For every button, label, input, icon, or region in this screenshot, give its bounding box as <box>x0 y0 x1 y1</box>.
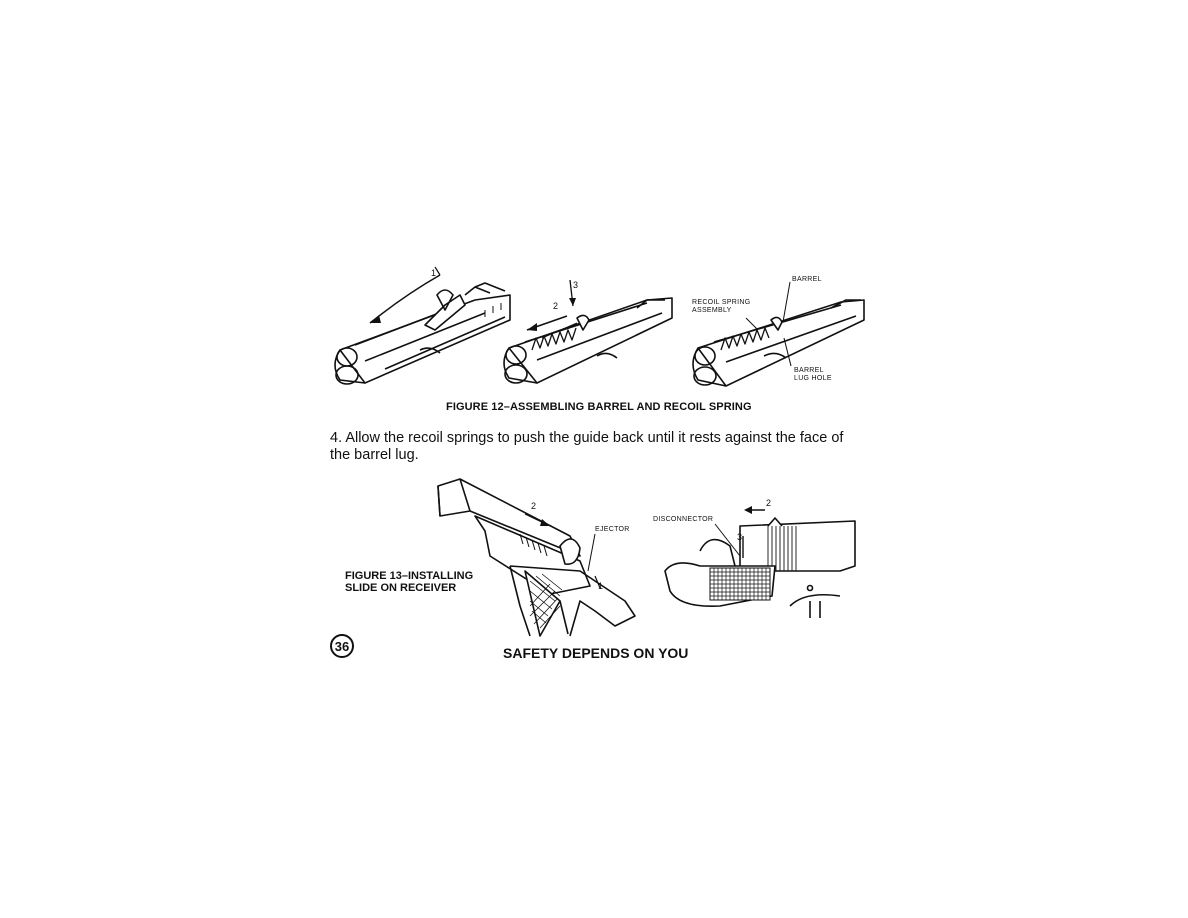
figure-13-drawing-left <box>430 476 645 638</box>
step-label-1: 1 <box>431 268 437 278</box>
step-label-2-right: 2 <box>766 498 772 508</box>
figure-12-drawing-step1 <box>325 265 515 395</box>
step-label-2-left: 2 <box>531 501 537 511</box>
step-4-text: 4. Allow the recoil springs to push the guide back until it rests against the face of the barrel lug. <box>330 430 844 463</box>
step-label-3: 3 <box>573 280 579 290</box>
disconnector-label: DISCONNECTOR <box>653 516 714 523</box>
recoil-spring-assembly-label: RECOIL SPRING ASSEMBLY <box>692 299 751 314</box>
step-label-1-left: 1 <box>598 581 604 591</box>
ejector-label: EJECTOR <box>595 526 630 533</box>
figure-13-drawing-right <box>660 496 860 618</box>
barrel-lug-hole-label: BARREL LUG HOLE <box>794 367 832 382</box>
figure-13-caption: FIGURE 13–INSTALLING SLIDE ON RECEIVER <box>345 570 474 594</box>
figure-12-caption: FIGURE 12–ASSEMBLING BARREL AND RECOIL SPRING <box>446 401 752 413</box>
figure-12-drawing-step2 <box>497 278 675 393</box>
figure-12-drawing-assembled <box>686 280 866 395</box>
footer-text: SAFETY DEPENDS ON YOU <box>503 645 689 661</box>
step-label-3-right: 3 <box>737 532 743 542</box>
barrel-label: BARREL <box>792 276 822 283</box>
page-number: 36 <box>330 634 354 658</box>
step-label-2: 2 <box>553 301 559 311</box>
